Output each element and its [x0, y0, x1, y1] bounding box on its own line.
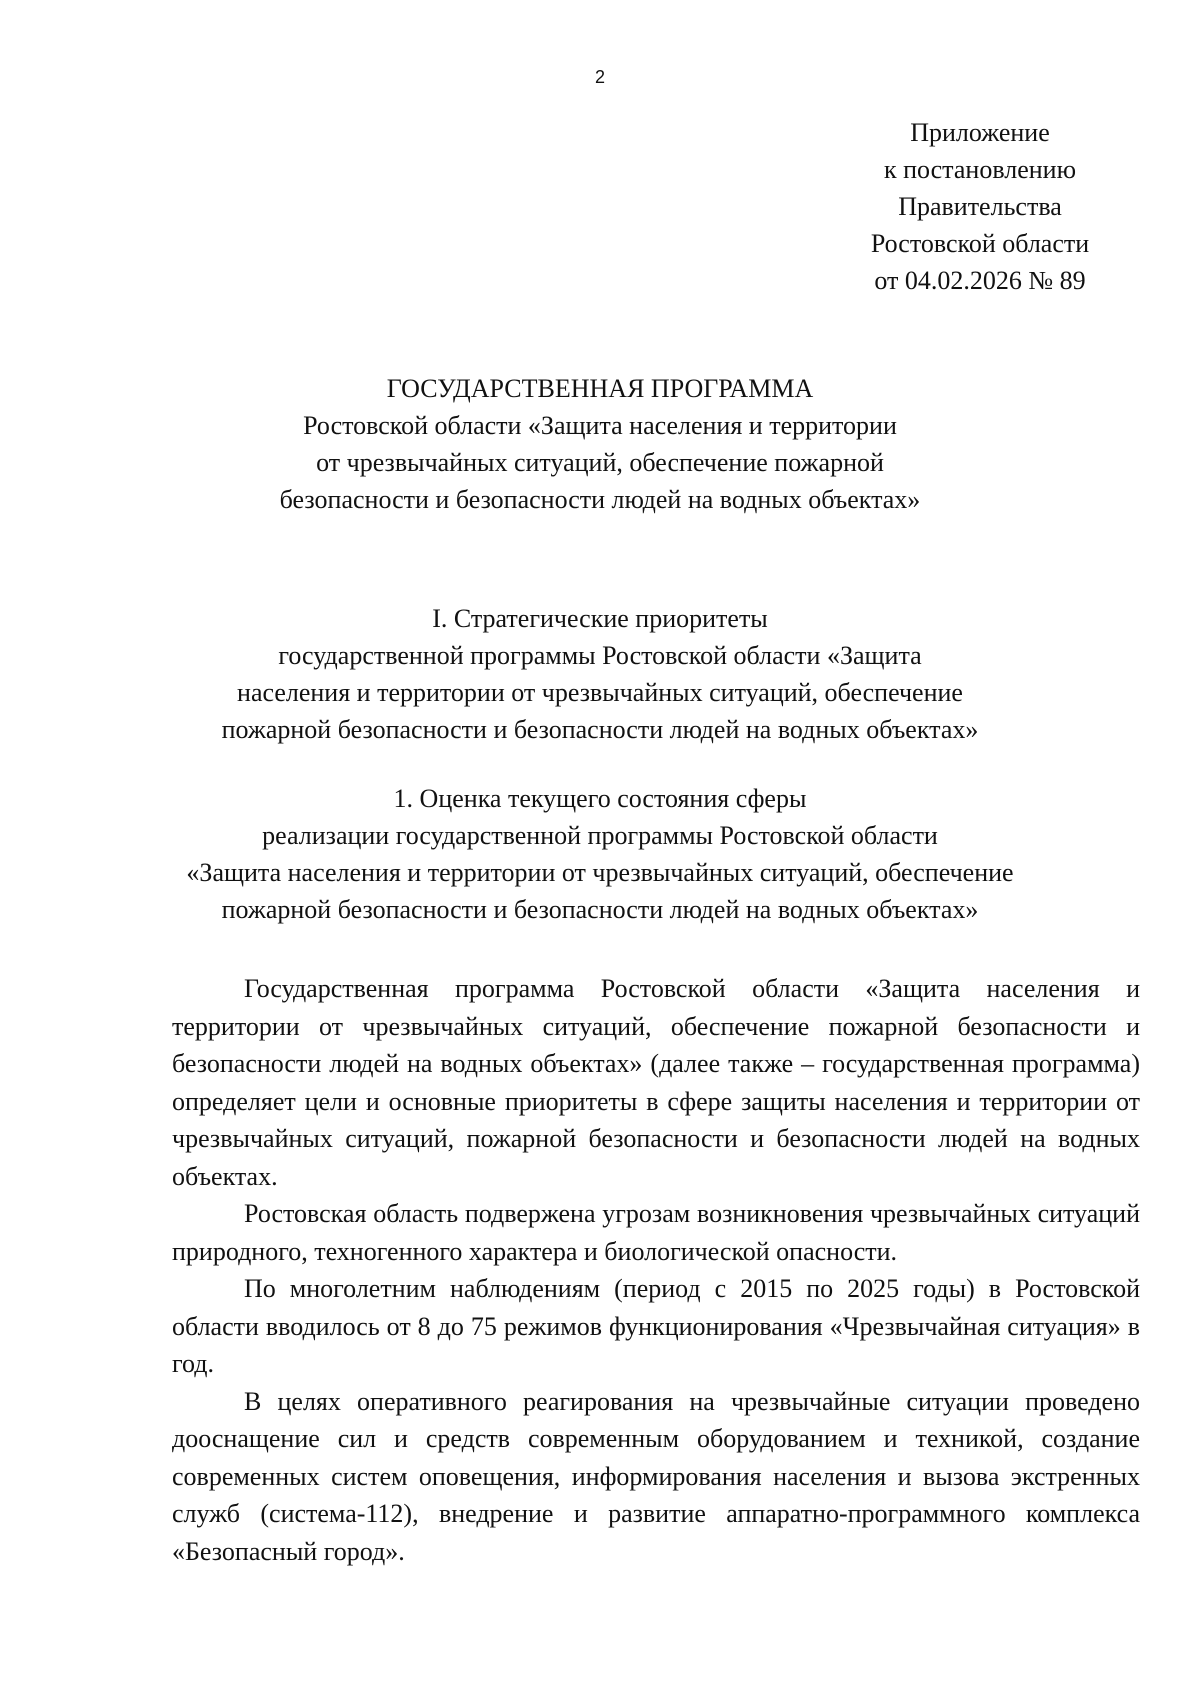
- appendix-line: Правительства: [898, 192, 1062, 221]
- section-title-line: пожарной безопасности и безопасности людей на водных объектах»: [221, 715, 979, 744]
- body-text: [172, 970, 1140, 1570]
- subsection-title-line: «Защита населения и территории от чрезвычайных ситуаций, обеспечение: [186, 858, 1014, 887]
- subsection-title-line: 1. Оценка текущего состояния сферы: [393, 784, 807, 813]
- paragraph: В целях оперативного реагирования на чрезвычайные ситуации проведено дооснащение сил и средств современным оборудованием и техникой, создание современных систем оповещения, информирования населения и вызова экстренных служб (система-112), внедрение и развитие аппаратно-программного комплекса «Безопасный город».: [172, 1386, 1140, 1566]
- subsection-title-line: реализации государственной программы Ростовской области: [262, 821, 938, 850]
- program-title-line: ГОСУДАРСТВЕННАЯ ПРОГРАММА: [386, 374, 814, 403]
- paragraph: По многолетним наблюдениям (период с 2015 по 2025 годы) в Ростовской области вводилось от 8 до 75 режимов функционирования «Чрезвычайная ситуация» в год.: [172, 1274, 1140, 1378]
- appendix-line: Ростовской области: [870, 229, 1090, 258]
- appendix-line: к постановлению: [883, 155, 1077, 184]
- program-title-line: Ростовской области «Защита населения и территории: [303, 411, 897, 440]
- paragraph: Ростовская область подвержена угрозам возникновения чрезвычайных ситуаций природного, техногенного характера и биологической опасности.: [172, 1199, 1140, 1266]
- program-title: [0, 370, 1200, 518]
- section-title-line: I. Стратегические приоритеты: [432, 604, 768, 633]
- subsection-title: [0, 780, 1200, 928]
- program-title-line: безопасности и безопасности людей на водных объектах»: [279, 485, 921, 514]
- paragraph: Государственная программа Ростовской области «Защита населения и территории от чрезвычайных ситуаций, обеспечение пожарной безопасности и безопасности людей на водных объектах» (далее также – государственная программа) определяет цели и основные приоритеты в сфере защиты населения и территории от чрезвычайных ситуаций, пожарной безопасности и безопасности людей на водных объектах.: [172, 974, 1140, 1191]
- page-number: 2: [594, 67, 605, 87]
- appendix-block: [835, 114, 1125, 299]
- appendix-line: Приложение: [910, 118, 1050, 147]
- program-title-line: от чрезвычайных ситуаций, обеспечение пожарной: [316, 448, 884, 477]
- section-title: [0, 600, 1200, 748]
- section-title-line: государственной программы Ростовской области «Защита: [278, 641, 922, 670]
- section-title-line: населения и территории от чрезвычайных ситуаций, обеспечение: [237, 678, 963, 707]
- subsection-title-line: пожарной безопасности и безопасности людей на водных объектах»: [221, 895, 979, 924]
- appendix-line: от 04.02.2026 № 89: [874, 266, 1086, 295]
